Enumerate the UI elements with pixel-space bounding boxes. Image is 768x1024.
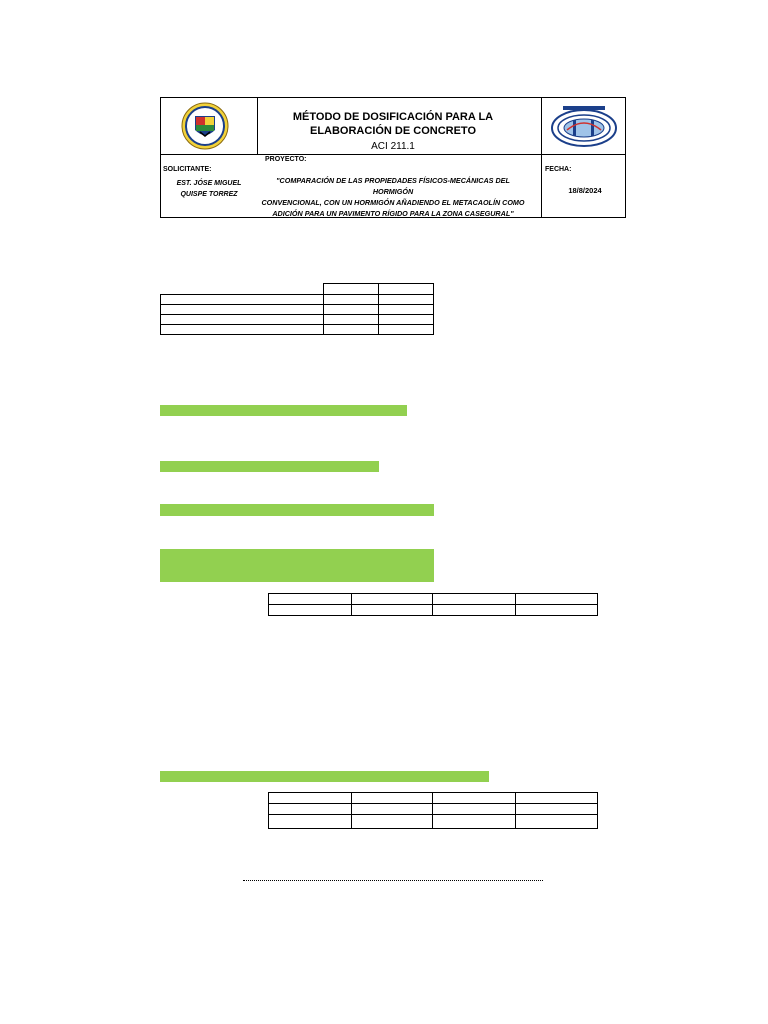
proyecto-label: PROYECTO: (265, 156, 307, 163)
table-cell (516, 605, 598, 616)
title-line: ELABORACIÓN DE CONCRETO (309, 125, 477, 137)
table-cell (269, 594, 352, 605)
table-cell (161, 305, 324, 315)
table-cell (433, 815, 516, 829)
table-cell (161, 295, 324, 305)
table-row (161, 315, 434, 325)
highlight-bar (160, 771, 489, 782)
project-title (257, 175, 529, 219)
document-header (160, 97, 626, 218)
project-title-line: ADICIÓN PARA UN PAVIMENTO RÍGIDO PARA LA ZONA CASEGURAL" (272, 209, 514, 218)
data-table (268, 792, 598, 829)
fecha-label: FECHA: (545, 166, 572, 173)
table-cell (516, 804, 598, 815)
table-cell (516, 793, 598, 804)
standard-code: ACI 211.1 (371, 141, 415, 152)
table-cell (433, 793, 516, 804)
fecha-value: 18/8/2024 (568, 186, 602, 195)
title-line: MÉTODO DE DOSIFICACIÓN PARA LA (292, 111, 494, 123)
table-cell (269, 605, 352, 616)
solicitante-label: SOLICITANTE: (163, 166, 212, 173)
table-cell (161, 325, 324, 335)
highlight-bar (160, 504, 434, 516)
table-cell (433, 804, 516, 815)
table-cell (324, 284, 379, 295)
table-cell (351, 815, 433, 829)
table-cell (379, 315, 434, 325)
header-divider (257, 98, 258, 154)
signature-line (243, 880, 543, 881)
table-cell (351, 804, 433, 815)
table-cell (269, 793, 352, 804)
solicitante-line: EST. JÓSE MIGUEL (176, 180, 242, 187)
header-divider (541, 98, 542, 217)
table-row (269, 804, 598, 815)
table-cell (379, 295, 434, 305)
table-cell (516, 815, 598, 829)
table-cell (161, 315, 324, 325)
table-row (161, 284, 434, 295)
table-row (269, 594, 598, 605)
table-row (269, 605, 598, 616)
highlight-bar (160, 549, 434, 582)
project-title-line: CONVENCIONAL, CON UN HORMIGÓN AÑADIENDO EL METACAOLÍN COMO (261, 198, 525, 207)
table-cell (324, 325, 379, 335)
table-cell (379, 305, 434, 315)
table-cell (351, 594, 433, 605)
table-cell (161, 284, 324, 295)
data-table (268, 593, 598, 616)
table-cell (324, 315, 379, 325)
table-cell (516, 594, 598, 605)
solicitante-name (165, 178, 253, 200)
table-row (161, 295, 434, 305)
table-row (161, 305, 434, 315)
solicitante-line: QUISPE TORREZ (180, 191, 238, 198)
table-row (161, 325, 434, 335)
table-cell (351, 605, 433, 616)
document-title (261, 110, 525, 138)
table-cell (379, 284, 434, 295)
engineering-faculty-logo-icon (549, 102, 619, 150)
university-seal-icon (181, 102, 229, 150)
table-cell (269, 804, 352, 815)
highlight-bar (160, 461, 379, 472)
project-title-line: "COMPARACIÓN DE LAS PROPIEDADES FÍSICOS-MECÁNICAS DEL HORMIGÓN (276, 176, 510, 196)
table-cell (269, 815, 352, 829)
data-table (160, 283, 434, 335)
table-cell (324, 295, 379, 305)
highlight-bar (160, 405, 407, 416)
table-cell (433, 594, 516, 605)
table-cell (324, 305, 379, 315)
table-row (269, 815, 598, 829)
table-cell (379, 325, 434, 335)
table-cell (351, 793, 433, 804)
table-cell (433, 605, 516, 616)
table-row (269, 793, 598, 804)
header-divider (161, 154, 625, 155)
